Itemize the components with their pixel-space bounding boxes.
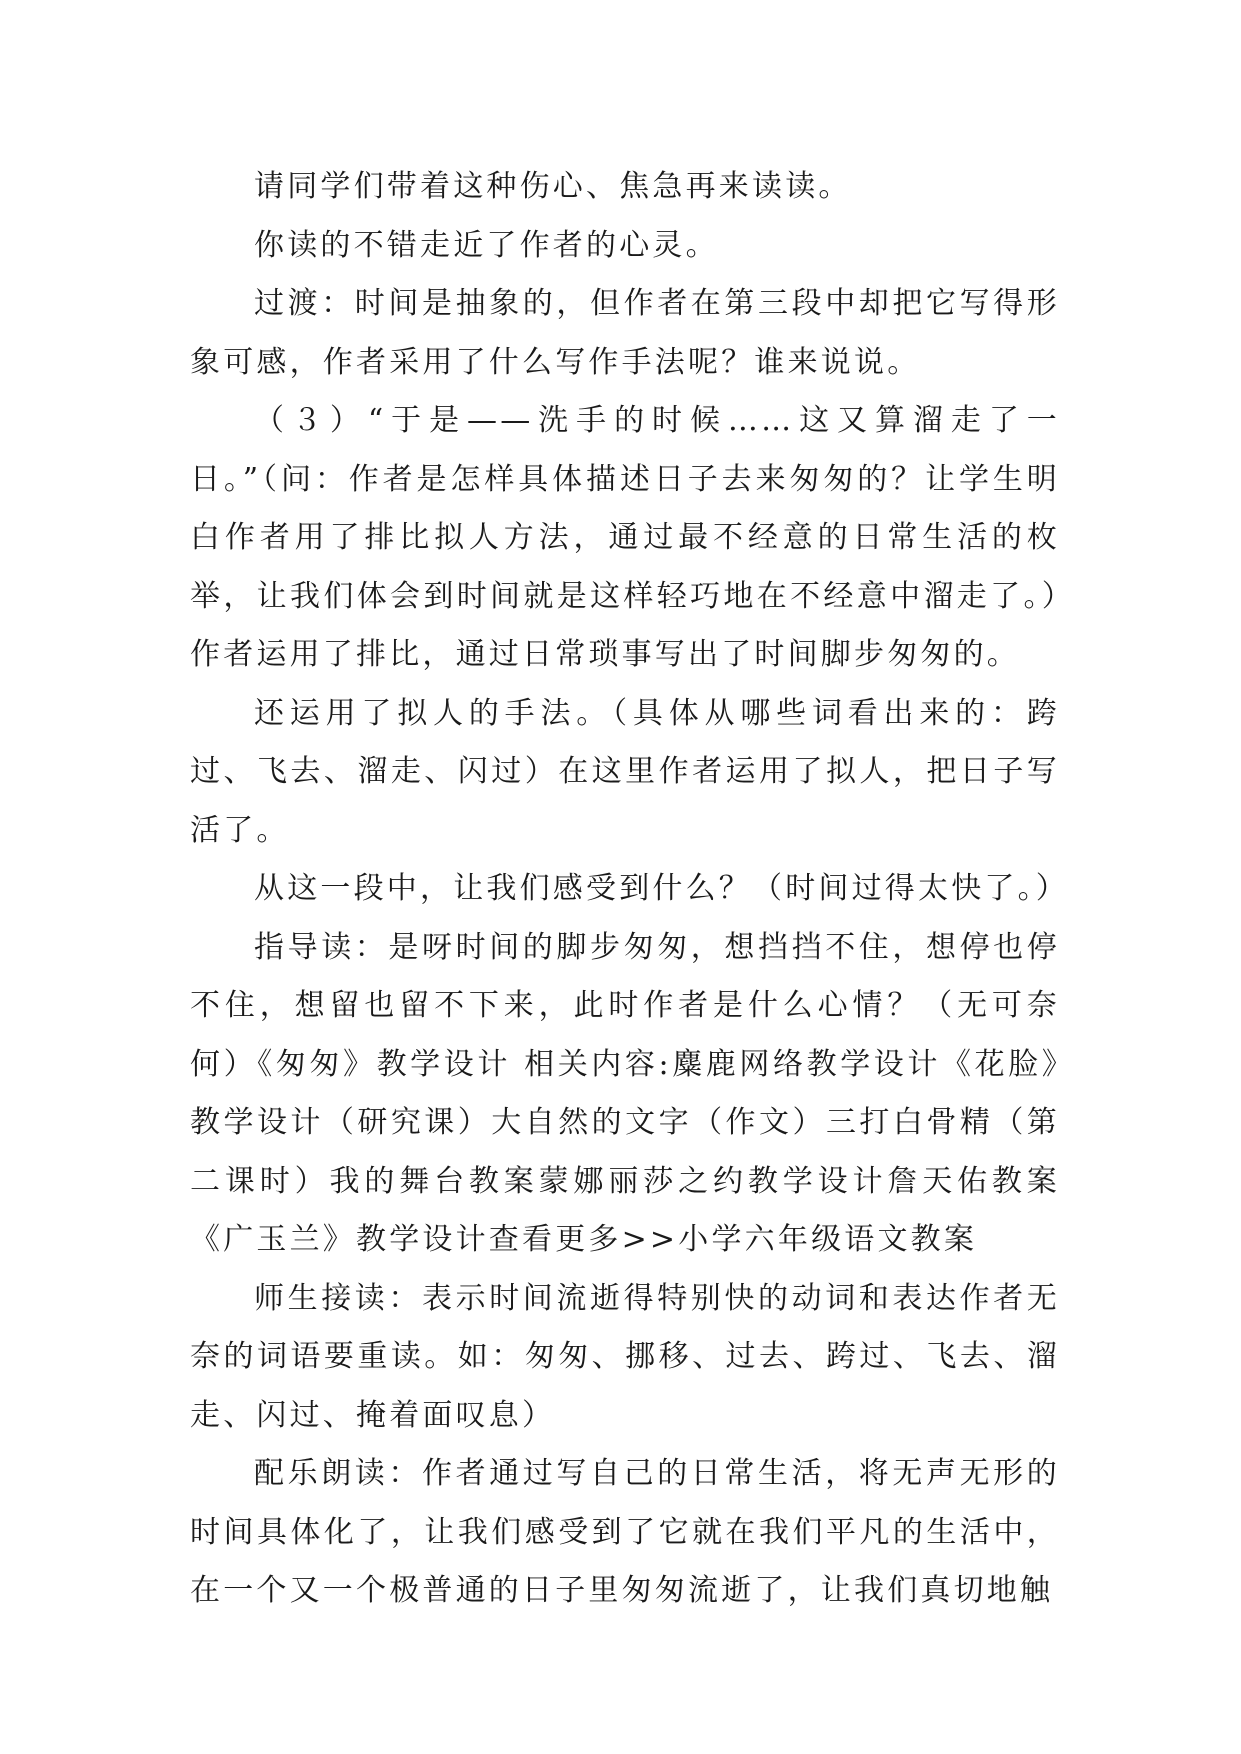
paragraph: 你读的不错走近了作者的心灵。 (254, 227, 719, 263)
paragraph: 过渡：时间是抽象的，但作者在第三段中却把它写得形象可感，作者采用了什么写作手法呢？谁来说说。 (190, 286, 1060, 380)
paragraph: 指导读：是呀时间的脚步匆匆，想挡挡不住，想停也停不住，想留也留不下来，此时作者是什么心情？（无可奈何）《匆匆》教学设计 相关内容:麋鹿网络教学设计《花脸》教学设计（研究课）大自然的文字（作文）三打白骨精（第二课时）我的舞台教案蒙娜丽莎之约教学设计詹天佑教案《广玉兰》教学设计查看更多>>小学六年级语文教案 (190, 929, 1060, 1257)
paragraph: 请同学们带着这种伤心、焦急再来读读。 (254, 169, 852, 204)
paragraph: 还运用了拟人的手法。（具体从哪些词看出来的：跨过、飞去、溜走、闪过）在这里作者运用了拟人，把日子写活了。 (190, 695, 1060, 848)
paragraph: 配乐朗读：作者通过写自己的日常生活，将无声无形的时间具体化了，让我们感受到了它就在我们平凡的生活中，在一个又一个极普通的日子里匆匆流逝了，让我们真切地触 (190, 1456, 1060, 1608)
paragraph: （３）“于是——洗手的时候……这又算溜走了一日。”（问：作者是怎样具体描述日子去来匆匆的？让学生明白作者用了排比拟人方法，通过最不经意的日常生活的枚举，让我们体会到时间就是这样轻巧地在不经意中溜走了。）作者运用了排比，通过日常琐事写出了时间脚步匆匆的。 (190, 403, 1060, 672)
paragraph: 师生接读：表示时间流逝得特别快的动词和表达作者无奈的词语要重读。如：匆匆、挪移、过去、跨过、飞去、溜走、闪过、掩着面叹息） (190, 1280, 1060, 1433)
document-body (190, 158, 1069, 1621)
paragraph: 从这一段中，让我们感受到什么？（时间过得太快了。） (254, 871, 1069, 906)
